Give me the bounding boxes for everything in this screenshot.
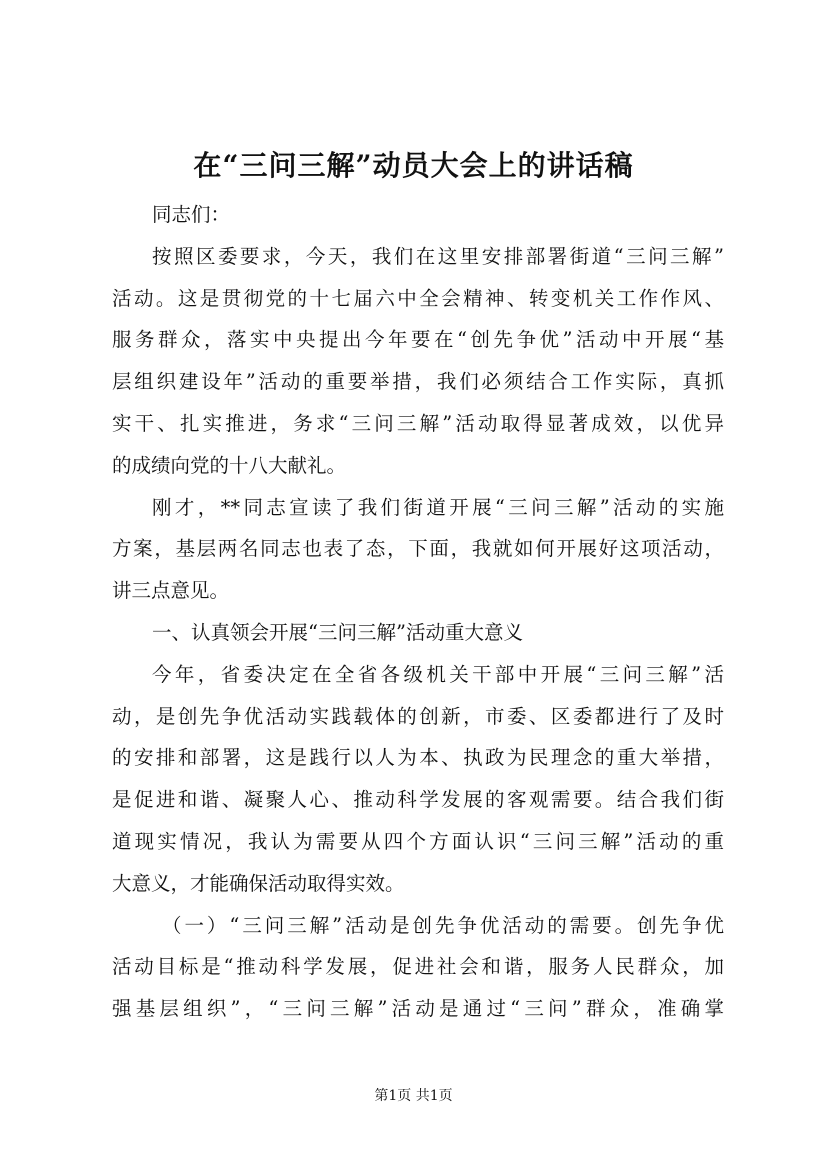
document-body — [112, 194, 724, 1030]
page-footer: 第1页 共1页 — [374, 1088, 453, 1104]
text-line: 的成绩向党的十八大献礼。 — [112, 453, 347, 477]
text-line: 今年，省委决定在全省各级机关干部中开展“三问三解”活 — [152, 662, 724, 686]
text-line: 活动。这是贯彻党的十七届六中全会精神、转变机关工作作风、 — [112, 286, 724, 310]
text-line: 活动目标是“推动科学发展，促进社会和谐，服务人民群众，加 — [112, 955, 724, 979]
text-line: 方案，基层两名同志也表了态，下面，我就如何开展好这项活动， — [112, 537, 724, 561]
text-line: 一、认真领会开展“三问三解”活动重大意义 — [152, 620, 523, 644]
text-line: 强基层组织”，“三问三解”活动是通过“三问”群众，准确掌 — [112, 997, 724, 1021]
text-line: （一）“三问三解”活动是创先争优活动的需要。创先争优 — [162, 913, 724, 937]
paragraph-lines — [112, 236, 724, 1030]
text-line: 层组织建设年”活动的重要举措，我们必须结合工作实际，真抓 — [112, 370, 724, 394]
text-line: 实干、扎实推进，务求“三问三解”活动取得显著成效，以优异 — [112, 411, 724, 435]
text-line: 的安排和部署，这是践行以人为本、执政为民理念的重大举措， — [112, 746, 724, 770]
text-line: 是促进和谐、凝聚人心、推动科学发展的客观需要。结合我们街 — [112, 788, 724, 812]
text-line: 动，是创先争优活动实践载体的创新，市委、区委都进行了及时 — [112, 704, 724, 728]
text-line: 道现实情况，我认为需要从四个方面认识“三问三解”活动的重 — [112, 829, 724, 853]
text-line: 按照区委要求，今天，我们在这里安排部署街道“三问三解” — [152, 244, 724, 268]
salutation: 同志们： — [152, 203, 231, 226]
text-line: 大意义，才能确保活动取得实效。 — [112, 871, 405, 895]
text-line: 刚才，**同志宣读了我们街道开展“三问三解”活动的实施 — [152, 495, 724, 519]
text-line: 讲三点意见。 — [112, 579, 230, 603]
text-line: 服务群众，落实中央提出今年要在“创先争优”活动中开展“基 — [112, 328, 724, 352]
document-title: 在“三问三解”动员大会上的讲话稿 — [193, 149, 634, 182]
